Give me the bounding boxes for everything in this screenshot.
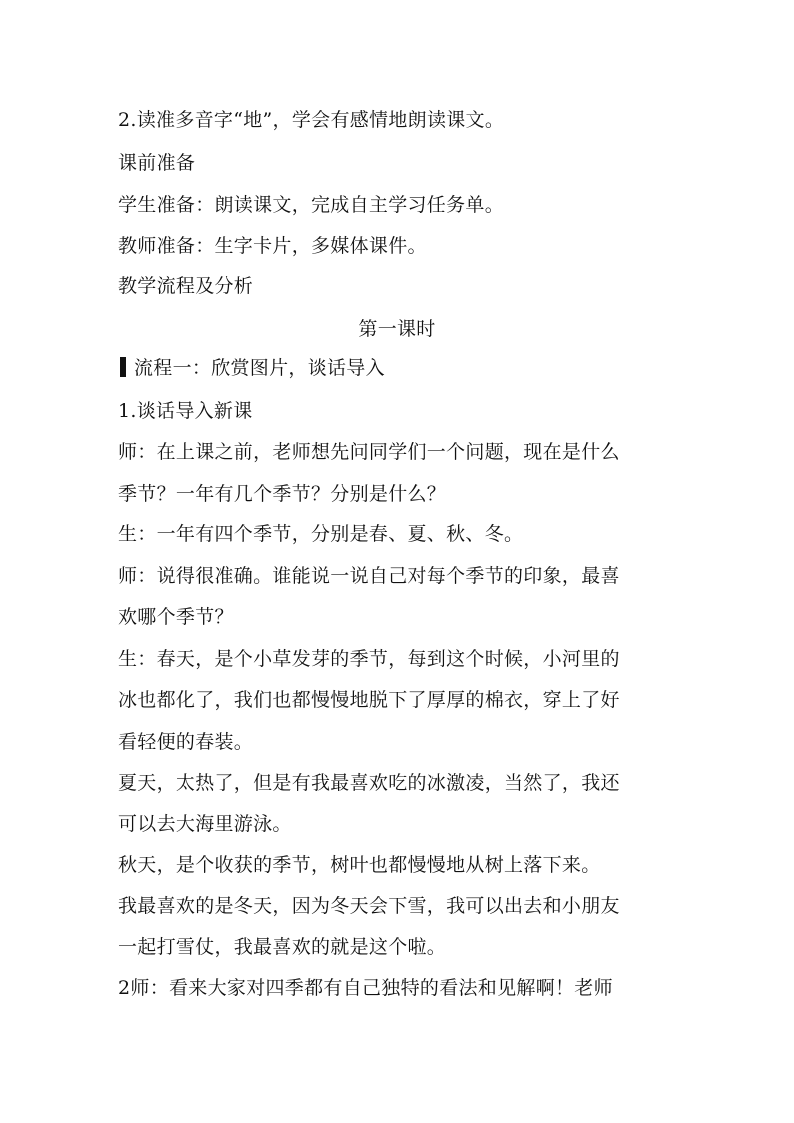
paragraph-line: 生：春天，是个小草发芽的季节，每到这个时候，小河里的 [118,648,620,670]
paragraph-line: 秋天，是个收获的季节，树叶也都慢慢地从树上落下来。 [118,854,601,876]
paragraph-line: 一起打雪仗，我最喜欢的就是这个啦。 [118,936,447,958]
paragraph-line: 看轻便的春装。 [118,731,254,753]
process-step-heading: 流程一：欣赏图片，谈话导入 [134,357,385,379]
section-marker-icon [120,357,126,377]
section-heading-process: 教学流程及分析 [118,275,254,297]
subheading-introduction: 1.谈话导入新课 [118,400,253,422]
paragraph-line: 我最喜欢的是冬天，因为冬天会下雪，我可以出去和小朋友 [118,895,620,917]
paragraph-line: 冰也都化了，我们也都慢慢地脱下了厚厚的棉衣，穿上了好 [118,689,620,711]
paragraph-line: 夏天，太热了，但是有我最喜欢吃的冰激凌，当然了，我还 [118,772,620,794]
paragraph-line: 师：说得很准确。谁能说一说自己对每个季节的印象，最喜 [118,565,620,587]
lesson-title: 第一课时 [358,318,436,340]
paragraph-line: 可以去大海里游泳。 [118,813,292,835]
teacher-preparation-line: 教师准备：生字卡片，多媒体课件。 [118,235,427,257]
paragraph-line: 欢哪个季节？ [118,606,234,628]
section-heading-preparation: 课前准备 [118,152,196,174]
paragraph-line: 生：一年有四个季节，分别是春、夏、秋、冬。 [118,523,524,545]
paragraph-line: 季节？一年有几个季节？分别是什么？ [118,483,447,505]
paragraph-line: 2师：看来大家对四季都有自己独特的看法和见解啊！老师 [118,977,613,999]
objective-line: 2.读准多音字“地”，学会有感情地朗读课文。 [118,109,505,131]
paragraph-line: 师：在上课之前，老师想先问同学们一个问题，现在是什么 [118,441,620,463]
student-preparation-line: 学生准备：朗读课文，完成自主学习任务单。 [118,194,505,216]
